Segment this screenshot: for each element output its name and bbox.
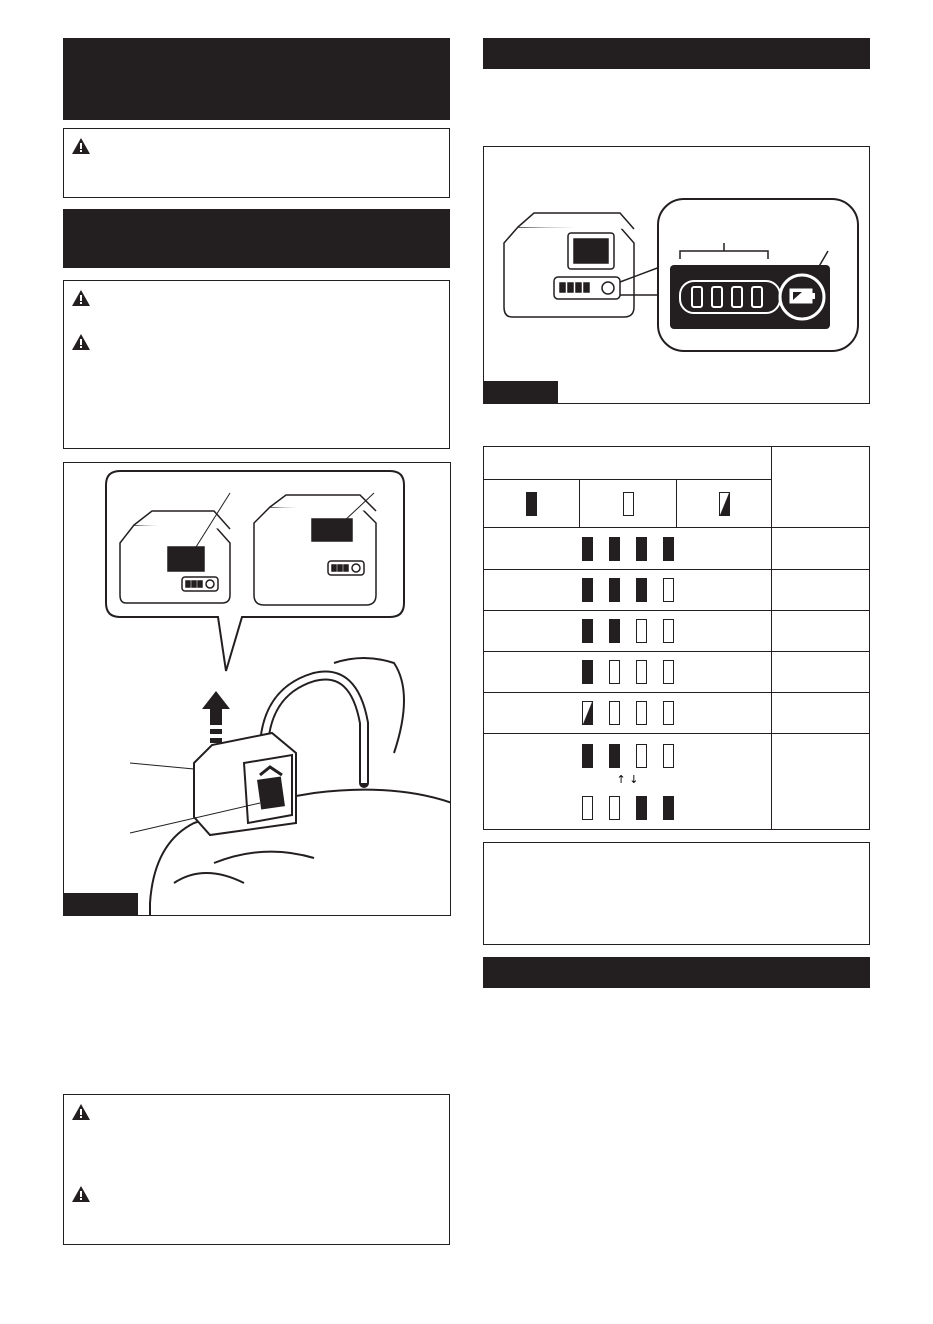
legend-off (580, 480, 677, 528)
lamp-off-icon (636, 660, 647, 684)
lamp-on-icon (663, 537, 674, 561)
remaining-capacity-cell (772, 528, 870, 570)
warning-icon (72, 290, 90, 306)
remaining-capacity-cell (772, 611, 870, 652)
lamp-off-icon (636, 744, 647, 768)
remaining-capacity-cell (772, 734, 870, 830)
lamp-on-icon (582, 660, 593, 684)
lamp-group (484, 796, 771, 820)
lamp-pattern-cell (484, 693, 772, 734)
table-row (484, 570, 870, 611)
warning-box (63, 280, 450, 449)
table-row (484, 652, 870, 693)
lamp-on-icon (609, 578, 620, 602)
lamp-on-icon (582, 578, 593, 602)
legend-on (484, 480, 580, 528)
table-row (484, 693, 870, 734)
lamp-blinking-icon (719, 492, 730, 516)
warning-icon (72, 1186, 90, 1202)
lamp-pattern-cell (484, 652, 772, 693)
lamp-off-icon (609, 796, 620, 820)
battery-icon (780, 275, 824, 319)
figure-label (484, 381, 558, 403)
lamp-group (484, 578, 771, 602)
section-header-bar (483, 957, 870, 988)
warning-box (63, 1094, 450, 1245)
warning-icon (72, 1104, 90, 1120)
lamp-group (484, 660, 771, 684)
lamp-group (484, 701, 771, 725)
warning-icon (72, 138, 90, 154)
lamp-on-icon (526, 492, 537, 516)
battery-removal-figure (63, 462, 451, 916)
lamp-pattern-cell (484, 611, 772, 652)
section-header-bar (63, 38, 450, 120)
remaining-capacity-cell (772, 652, 870, 693)
table-header-row (484, 447, 870, 480)
lamp-on-icon (636, 578, 647, 602)
figure-label (64, 893, 138, 915)
lamp-off-icon (636, 619, 647, 643)
lamp-pattern-cell (484, 734, 772, 830)
table-row (484, 734, 870, 830)
remaining-capacity-cell (772, 693, 870, 734)
table-row (484, 611, 870, 652)
indicator-table (483, 446, 870, 830)
lamp-on-icon (609, 619, 620, 643)
lamp-off-icon (609, 660, 620, 684)
lamp-off-icon (663, 619, 674, 643)
lamp-off-icon (636, 701, 647, 725)
table-header-cell (484, 447, 772, 480)
lamp-off-icon (609, 701, 620, 725)
battery-indicator-figure (483, 146, 870, 404)
lamp-on-icon (609, 537, 620, 561)
lamp-pattern-cell (484, 528, 772, 570)
lamp-on-icon (582, 619, 593, 643)
lamp-off-icon (663, 660, 674, 684)
lamp-group (484, 537, 771, 561)
section-header-bar (63, 209, 450, 268)
table-header-cell (772, 447, 870, 528)
battery-indicator-illustration (484, 147, 870, 404)
table-row (484, 528, 870, 570)
lamp-on-icon (582, 537, 593, 561)
note-box (483, 842, 870, 945)
section-header-bar (483, 38, 870, 69)
battery-removal-illustration (64, 463, 451, 916)
lamp-off-icon (663, 578, 674, 602)
lamp-pattern-cell (484, 570, 772, 611)
lamp-half-icon (582, 701, 593, 725)
lamp-on-icon (636, 537, 647, 561)
lamp-off-icon (663, 701, 674, 725)
lamp-off-icon (663, 744, 674, 768)
lamp-group (484, 744, 771, 768)
lamp-on-icon (663, 796, 674, 820)
lamp-off-icon (582, 796, 593, 820)
lamp-on-icon (636, 796, 647, 820)
lamp-group (484, 619, 771, 643)
lamp-on-icon (609, 744, 620, 768)
lamp-on-icon (582, 744, 593, 768)
remaining-capacity-cell (772, 570, 870, 611)
warning-icon (72, 334, 90, 350)
lamp-off-icon (623, 492, 634, 516)
warning-box (63, 128, 450, 198)
legend-blinking (677, 480, 772, 528)
alternating-arrows-icon: ↑ ↓ (616, 772, 639, 786)
